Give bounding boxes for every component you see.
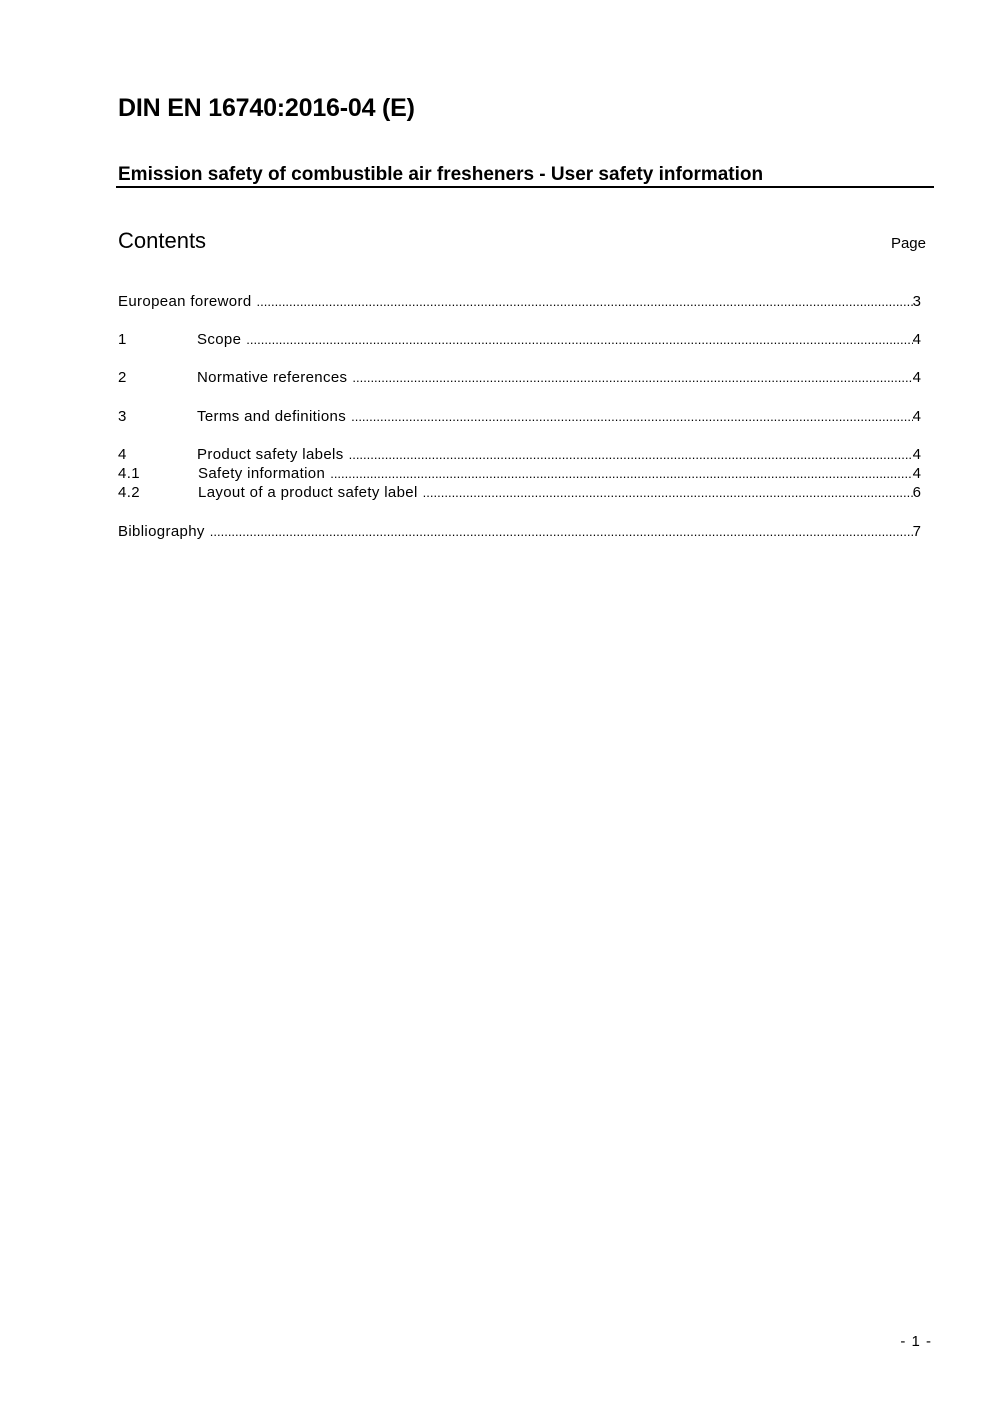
toc-entry-scope[interactable] — [118, 330, 921, 349]
toc-entry-label: Safety information — [198, 465, 326, 482]
toc-entry-label: Scope — [197, 331, 242, 348]
toc-leader-dots — [351, 407, 913, 426]
toc-entry-safety-information[interactable] — [118, 464, 921, 483]
toc-leader-dots — [246, 330, 912, 349]
toc-entry-page: 6 — [912, 484, 921, 501]
toc-leader-dots — [210, 522, 913, 541]
toc-entry-number: 3 — [118, 408, 127, 425]
toc-entry-number: 4.2 — [118, 484, 140, 501]
toc-entry-page: 7 — [912, 523, 921, 540]
contents-heading: Contents — [118, 228, 207, 253]
title-underline-rule — [116, 186, 934, 188]
toc-leader-dots — [423, 483, 913, 502]
toc-entry-number: 1 — [118, 331, 127, 348]
toc-entry-page: 4 — [912, 331, 921, 348]
toc-entry-label: Bibliography — [118, 523, 205, 540]
toc-entry-number: 4.1 — [118, 465, 140, 482]
toc-entry-number: 2 — [118, 369, 127, 386]
toc-leader-dots — [330, 464, 912, 483]
toc-entry-page: 4 — [912, 369, 921, 386]
toc-entry-page: 4 — [912, 446, 921, 463]
toc-entry-label: Product safety labels — [197, 446, 344, 463]
toc-entry-product-safety-labels[interactable] — [118, 445, 921, 464]
page-column-heading: Page — [890, 235, 926, 252]
toc-entry-page: 4 — [912, 408, 921, 425]
toc-entry-normative-references[interactable] — [118, 368, 921, 387]
toc-entry-label: European foreword — [118, 293, 252, 310]
document-id: DIN EN 16740:2016-04 (E) — [118, 94, 415, 122]
toc-entry-label: Layout of a product safety label — [198, 484, 418, 501]
toc-entry-european-foreword[interactable] — [118, 292, 921, 311]
toc-entry-layout-of-product-safety-label[interactable] — [118, 483, 921, 502]
footer-page-number: - 1 - — [900, 1333, 932, 1350]
toc-entry-number: 4 — [118, 446, 127, 463]
toc-entry-bibliography[interactable] — [118, 522, 921, 541]
toc-entry-label: Terms and definitions — [197, 408, 347, 425]
toc-leader-dots — [349, 445, 913, 464]
toc-entry-terms-and-definitions[interactable] — [118, 407, 921, 426]
toc-entry-label: Normative references — [197, 369, 348, 386]
toc-leader-dots — [257, 292, 913, 311]
toc-leader-dots — [352, 368, 912, 387]
toc-entry-page: 4 — [912, 465, 921, 482]
document-title: Emission safety of combustible air fresheners - User safety information — [118, 164, 764, 185]
toc-entry-page: 3 — [912, 293, 921, 310]
